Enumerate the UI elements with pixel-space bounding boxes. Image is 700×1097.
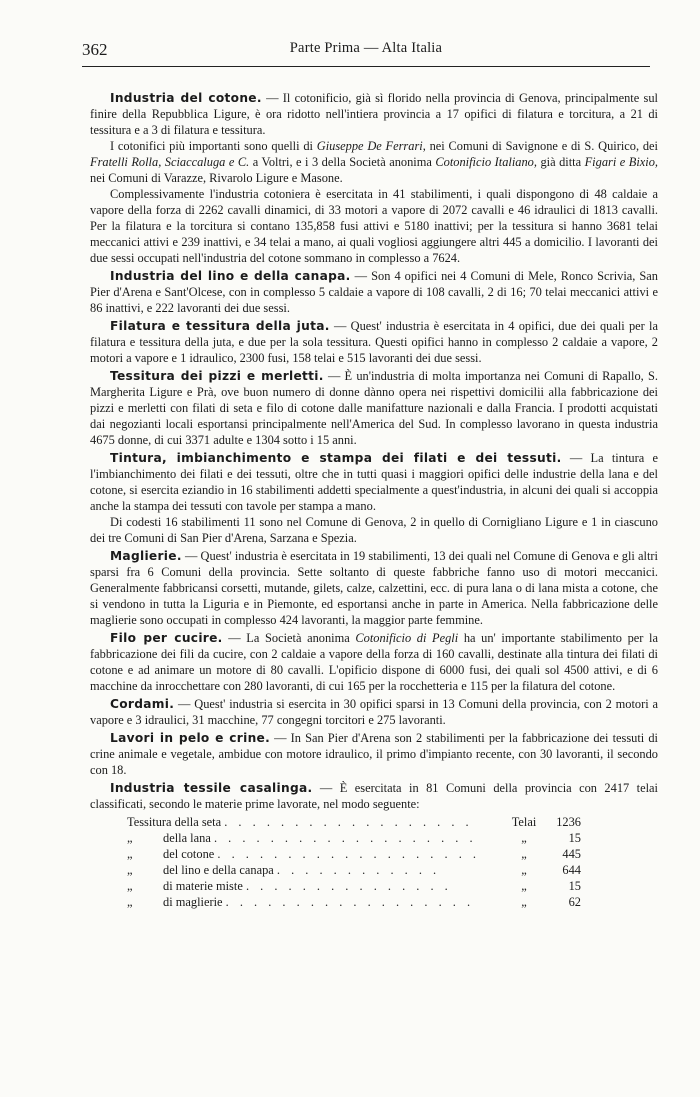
section-title: Filo per cucire. bbox=[110, 631, 223, 645]
row-text: di maglierie bbox=[163, 895, 223, 909]
row-prefix: „ bbox=[127, 847, 133, 861]
row-value: 15 bbox=[568, 879, 581, 893]
leader-dots: . . . . . . . . . . . . . . . . . . . bbox=[217, 847, 480, 861]
row-prefix: Tessitura bbox=[127, 815, 172, 829]
section-title: Filatura e tessitura della juta. bbox=[110, 319, 330, 333]
row-unit: „ bbox=[521, 847, 527, 861]
row-prefix: „ bbox=[127, 863, 133, 877]
paragraph bbox=[90, 730, 658, 778]
row-value: 62 bbox=[568, 895, 581, 909]
row-label bbox=[127, 830, 507, 846]
section-title: Cordami. bbox=[110, 697, 175, 711]
paragraph bbox=[90, 318, 658, 366]
section-text: — È esercitata in 81 Comuni della provincia con 2417 telai classificati, secondo le materie prime lavorate, nel modo seguente: bbox=[90, 781, 658, 811]
row-value: 1236 bbox=[556, 815, 581, 829]
row-unit: „ bbox=[521, 831, 527, 845]
running-head: Parte Prima — Alta Italia bbox=[289, 40, 443, 56]
section-tintura bbox=[90, 450, 658, 546]
row-text: di materie miste bbox=[163, 879, 243, 893]
section-title: Tessitura dei pizzi e merletti. bbox=[110, 369, 324, 383]
row-prefix: „ bbox=[127, 831, 133, 845]
section-text: — Quest' industria si esercita in 30 opifici sparsi in 13 Comuni della provincia, con 2 motori a vapore e 3 idraulici, 31 macchine, 77 congegni torcitori e 275 lavoranti. bbox=[90, 697, 658, 727]
row-label bbox=[127, 878, 507, 894]
leader-dots: . . . . . . . . . . . . bbox=[276, 863, 441, 877]
page-header bbox=[82, 36, 650, 62]
text-run: ha un' importante stabilimento per la fabbricazione dei fili da cucire, con 2 caldaie a vapore della forza di 160 cavalli, destinate alla tintura dei filati di cotone e ad animare un motore di 80 cavalli. L'opificio dispone di 6000 fusi, dei quali sol 4500 attivi, e di 6 macchine da inrocchettare con 280 lavoranti, di cui 165 per la rocchetteria e 115 per la filatura del cotone. bbox=[90, 631, 658, 693]
row-label bbox=[127, 846, 507, 862]
paragraph bbox=[90, 696, 658, 728]
table-row bbox=[127, 814, 581, 830]
text-run: , nei Comuni di Savignone e di S. Quirico, dei bbox=[422, 139, 658, 153]
row-value: 644 bbox=[562, 863, 581, 877]
page-number: 362 bbox=[82, 40, 108, 59]
page-body bbox=[90, 90, 658, 910]
italic-run: Figari e Bixio, bbox=[584, 155, 659, 169]
leader-dots: . . . . . . . . . . . . . . . . . . . bbox=[213, 831, 477, 845]
section-title: Maglierie. bbox=[110, 549, 182, 563]
row-value: 15 bbox=[568, 831, 581, 845]
row-prefix: „ bbox=[127, 895, 133, 909]
leader-dots: . . . . . . . . . . . . . . . bbox=[245, 879, 452, 893]
paragraph bbox=[90, 780, 658, 812]
section-text: — La tintura e l'imbianchimento dei filati e dei tessuti, oltre che in tutti quasi i maggiori opifici delle industrie della lana e del cotone, si esercita eziandio in 16 stabilimenti addetti specialmente a quest'industria, in alcuni dei quali si accoppia anche la stampa dei tessuti con tavole per stampa a mano. bbox=[90, 451, 658, 513]
row-text: del lino e della canapa bbox=[163, 863, 274, 877]
row-text: della seta bbox=[174, 815, 222, 829]
paragraph bbox=[90, 630, 658, 694]
section-text: — È un'industria di molta importanza nei Comuni di Rapallo, S. Margherita Ligure e Prà, ove buon numero di donne dànno opera nei rispettivi domicilii alla fabbricazione dei pizzi e merletti con filati di seta e filo di cotone dalle manifatture nazionali e dalla Francia. I prodotti acquistati dai negozianti locali esportansi principalmente nell'America del Sud. In complesso lavorano in questa industria 4675 donne, di cui 3371 adulte e 1304 sotto i 15 anni. bbox=[90, 369, 658, 447]
section-pelo-crine bbox=[90, 730, 658, 778]
row-label bbox=[127, 814, 507, 830]
leader-dots: . . . . . . . . . . . . . . . . . . bbox=[224, 815, 473, 829]
section-lino-canapa bbox=[90, 268, 658, 316]
row-label bbox=[127, 894, 507, 910]
row-prefix: „ bbox=[127, 879, 133, 893]
row-unit: „ bbox=[521, 879, 527, 893]
text-run: a Voltri, e i 3 della Società anonima bbox=[249, 155, 436, 169]
section-title: Industria del cotone. bbox=[110, 91, 262, 105]
row-label bbox=[127, 862, 507, 878]
table-row bbox=[127, 894, 581, 910]
section-text: — Il cotonificio, già sì florido nella provincia di Genova, principalmente sul finire della Repubblica Ligure, è ora ridotto nell'intiera provincia a 17 opifici di filatura e torcitura, a 21 di tessitura e a 3 di filatura e tessitura. bbox=[90, 91, 658, 137]
italic-run: Cotonificio Italiano, bbox=[435, 155, 537, 169]
section-text: — Quest' industria è esercitata in 19 stabilimenti, 13 dei quali nel Comune di Genova e gli altri sparsi fra 6 Comuni della provincia. Sette soltanto di queste fabbriche fanno uso di motori meccanici. Generalmente fabbricansi corsetti, mutande, gilets, calze, calzettini, ecc. di pura lana o di lana mista a cotone, che si vendono in tutta la Liguria e in Piemonte, ed esportansi anche in parte in America. Nella fabbricazione delle maglierie sono occupati in complesso 424 lavoranti, la maggior parte femmine. bbox=[90, 549, 658, 627]
paragraph bbox=[90, 90, 658, 138]
paragraph bbox=[90, 450, 658, 514]
table-row bbox=[127, 830, 581, 846]
text-run: I cotonifici più importanti sono quelli di bbox=[110, 139, 317, 153]
leader-dots: . . . . . . . . . . . . . . . . . . bbox=[225, 895, 475, 909]
section-cordami bbox=[90, 696, 658, 728]
text-run: nei Comuni di Varazze, Rivarolo Ligure e Masone. bbox=[90, 171, 343, 185]
row-text: della lana bbox=[163, 831, 211, 845]
table-row bbox=[127, 878, 581, 894]
row-value: 445 bbox=[562, 847, 581, 861]
section-filo-cucire bbox=[90, 630, 658, 694]
text-run: già ditta bbox=[536, 155, 585, 169]
italic-run: Giuseppe De Ferrari bbox=[316, 139, 423, 153]
italic-run: Fratelli Rolla, Sciaccaluga e C. bbox=[90, 155, 250, 169]
section-cotone bbox=[90, 90, 658, 266]
header-rule bbox=[82, 66, 650, 67]
paragraph bbox=[90, 138, 658, 186]
section-title: Industria tessile casalinga. bbox=[110, 781, 313, 795]
row-unit: Telai bbox=[511, 815, 537, 829]
looms-table bbox=[127, 814, 581, 910]
section-juta bbox=[90, 318, 658, 366]
section-title: Tintura, imbianchimento e stampa dei filati e dei tessuti. bbox=[110, 451, 562, 465]
table-row bbox=[127, 862, 581, 878]
table-row bbox=[127, 846, 581, 862]
paragraph bbox=[90, 268, 658, 316]
text-run: — La Società anonima bbox=[228, 631, 356, 645]
italic-run: Cotonificio di Pegli bbox=[355, 631, 459, 645]
section-title: Lavori in pelo e crine. bbox=[110, 731, 271, 745]
row-unit: „ bbox=[521, 895, 527, 909]
row-unit: „ bbox=[521, 863, 527, 877]
paragraph bbox=[90, 368, 658, 448]
section-title: Industria del lino e della canapa. bbox=[110, 269, 351, 283]
section-maglierie bbox=[90, 548, 658, 628]
paragraph bbox=[90, 548, 658, 628]
paragraph: Di codesti 16 stabilimenti 11 sono nel Comune di Genova, 2 in quello di Cornigliano Ligure e 1 in ciascuno dei tre Comuni di San Pier d'Arena, Sarzana e Spezia. bbox=[90, 515, 658, 545]
section-tessile-casalinga bbox=[90, 780, 658, 812]
section-text: — In San Pier d'Arena son 2 stabilimenti per la fabbricazione dei tessuti di crine animale e vegetale, ambidue con motore idraulico, il primo d'impianto recente, con 30 lavoranti, il secondo con 18. bbox=[90, 731, 658, 777]
row-text: del cotone bbox=[163, 847, 215, 861]
section-text: — Quest' industria è esercitata in 4 opifici, due dei quali per la filatura e tessitura della juta, e due per la sola tessitura. Questi opifici hanno in complesso 2 caldaie a vapore, 2 motori a vapore e 1 idraulico, 2300 fusi, 158 telai e 515 lavoranti dei due sessi. bbox=[90, 319, 658, 365]
section-pizzi-merletti bbox=[90, 368, 658, 448]
paragraph: Complessivamente l'industria cotoniera è esercitata in 41 stabilimenti, i quali dispongono di 48 caldaie a vapore della forza di 2262 cavalli dinamici, di 33 motori a vapore di 2072 cavalli e 46 idraulici di 1813 cavalli. Per la filatura e la torcitura si contano 135,858 fusi attivi e 5180 inattivi; per la tessitura si hanno 3681 telai meccanici attivi e 239 inattivi, e 34 telai a mano, ai quali vogliosi aggiungere altri 445 a domicilio. I lavoranti dei due sessi occupati nell'industria del cotone sommano in complesso a 7624. bbox=[90, 187, 658, 265]
section-text: — Son 4 opifici nei 4 Comuni di Mele, Ronco Scrivia, San Pier d'Arena e Sant'Olcese, con in complesso 5 caldaie a vapore di 108 cavalli, 2 di 16; 70 telai meccanici attivi e 86 inattivi, e 222 lavoranti dei due sessi. bbox=[90, 269, 658, 315]
